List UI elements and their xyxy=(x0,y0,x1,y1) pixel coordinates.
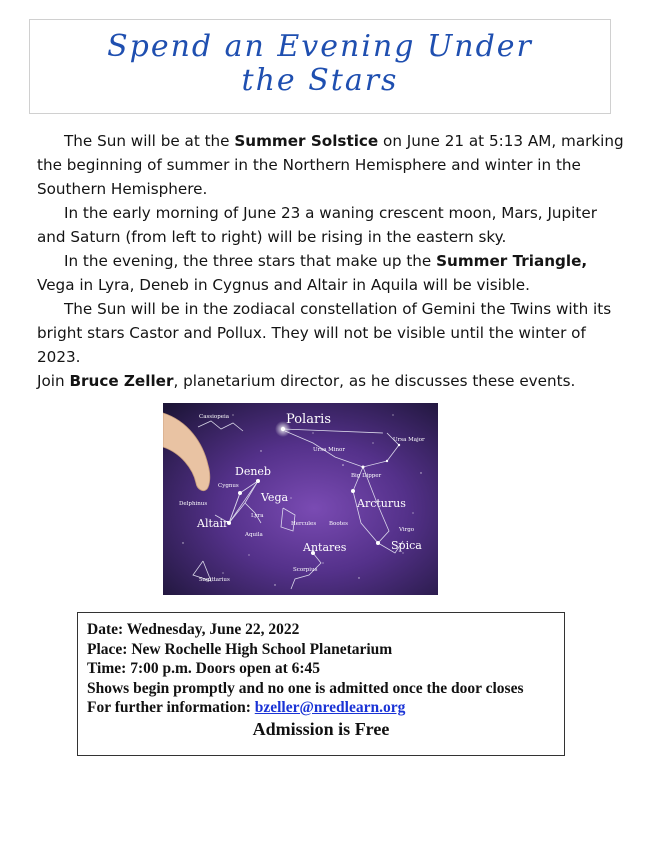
announcement-body xyxy=(37,129,627,393)
title-line-2: the Stars xyxy=(241,63,399,98)
label-big-dipper: Big Dipper xyxy=(351,473,382,479)
event-time: Time: 7:00 p.m. Doors open at 6:45 xyxy=(87,660,321,677)
label-sagittarius: Sagittarius xyxy=(199,577,230,583)
paragraph-text: , planetarium director, as he discusses these events. xyxy=(173,372,576,390)
label-cygnus: Cygnus xyxy=(218,483,239,489)
paragraph-triangle xyxy=(37,249,627,297)
label-ursa-minor: Ursa Minor xyxy=(313,447,345,453)
label-altair: Altair xyxy=(197,517,229,530)
paragraph-text: on June 21 at 5:13 AM, marking the beginning of summer in the Northern Hemisphere and winter in the Southern Hemisphere. xyxy=(37,132,624,198)
label-antares: Antares xyxy=(303,541,347,554)
sky-chart-image xyxy=(163,403,438,595)
admission-note: Admission is Free xyxy=(252,718,390,739)
label-aquila: Aquila xyxy=(245,532,263,538)
label-arcturus: Arcturus xyxy=(357,497,406,510)
label-spica: Spica xyxy=(391,539,422,552)
label-scorpius: Scorpius xyxy=(293,567,318,573)
paragraph-planets: In the early morning of June 23 a waning crescent moon, Mars, Jupiter and Saturn (from left to right) will be rising in the eastern sky. xyxy=(37,204,597,246)
label-virgo: Virgo xyxy=(399,527,415,533)
paragraph-text: Vega in Lyra, Deneb in Cygnus and Altair in Aquila will be visible. xyxy=(37,276,530,294)
label-hercules: Hercules xyxy=(291,521,317,527)
further-info-label: For further information: xyxy=(87,699,255,716)
label-bootes: Bootes xyxy=(329,521,348,527)
summer-triangle-bold: Summer Triangle, xyxy=(436,252,588,270)
bruce-zeller-bold: Bruce Zeller xyxy=(69,372,174,390)
paragraph-text: In the evening, the three stars that make up the xyxy=(64,252,437,270)
summer-solstice-bold: Summer Solstice xyxy=(234,132,379,150)
label-vega: Vega xyxy=(261,491,289,504)
further-info-row xyxy=(87,698,564,718)
paragraph-gemini: The Sun will be in the zodiacal constellation of Gemini the Twins with its bright stars Castor and Pollux. They will not be visible until the winter of 2023. xyxy=(37,300,612,366)
label-delphinus: Delphinus xyxy=(179,501,208,507)
label-cassiopeia: Cassiopeia xyxy=(199,414,230,420)
title-line-1: Spend an Evening Under xyxy=(107,29,533,64)
event-shows-note: Shows begin promptly and no one is admitted once the door closes xyxy=(87,679,524,697)
paragraph-text: The Sun will be at the xyxy=(64,132,235,150)
paragraph-join xyxy=(37,369,627,393)
event-info-box xyxy=(77,612,565,756)
paragraph-text: Join xyxy=(37,372,70,390)
label-deneb: Deneb xyxy=(235,465,271,478)
paragraph-solstice xyxy=(37,129,627,201)
title-box xyxy=(29,19,611,114)
label-lyra: Lyra xyxy=(251,513,264,519)
label-ursa-major: Ursa Major xyxy=(393,437,425,443)
event-place: Place: New Rochelle High School Planetarium xyxy=(87,640,393,658)
event-date: Date: Wednesday, June 22, 2022 xyxy=(87,621,300,638)
label-polaris: Polaris xyxy=(286,412,331,427)
email-link[interactable]: bzeller@nredlearn.org xyxy=(254,699,406,716)
